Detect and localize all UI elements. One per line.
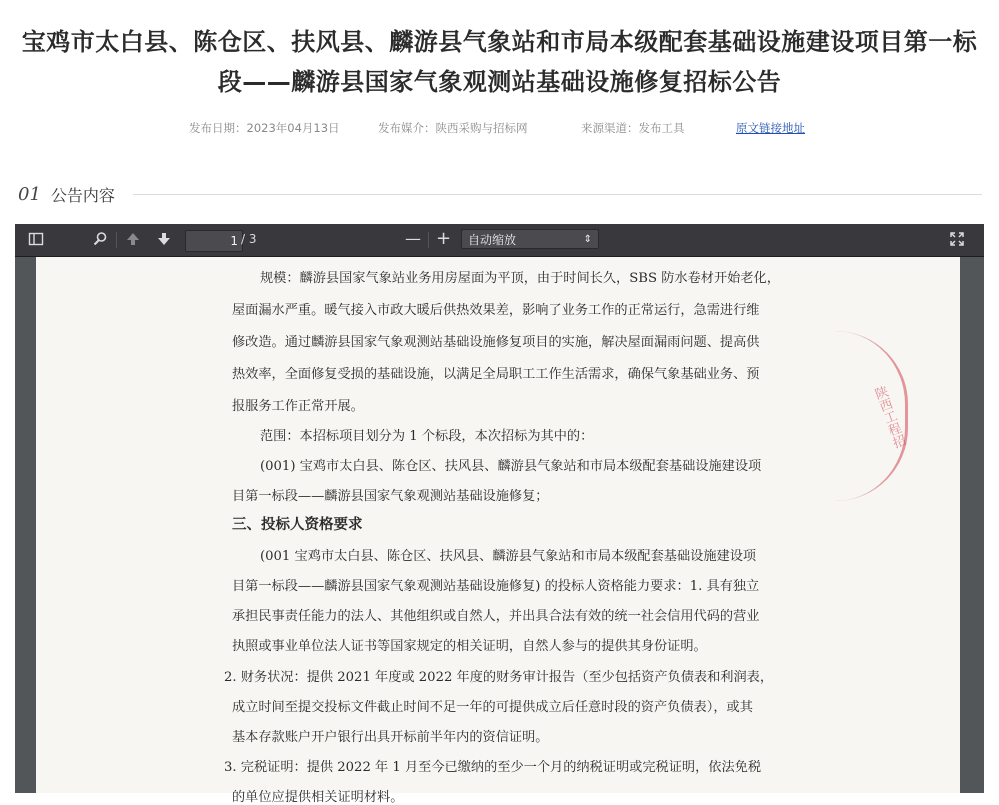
fullscreen-icon[interactable] xyxy=(949,231,965,251)
doc-line: 热效率，全面修复受损的基础设施，以满足全局职工工作生活需求，确保气象基础业务、预 xyxy=(232,367,760,382)
doc-line: 修改造。通过麟游县国家气象观测站基础设施修复项目的实施，解决屋面漏雨问题、提高供 xyxy=(232,335,760,350)
pdf-toolbar xyxy=(15,224,984,257)
doc-line: 目第一标段——麟游县国家气象观测站基础设施修复) 的投标人资格能力要求：1. 具有独立 xyxy=(232,579,760,594)
doc-line: 范围：本招标项目划分为 1 个标段，本次招标为其中的： xyxy=(260,429,594,444)
pdf-viewer xyxy=(15,224,984,805)
section-label: 公告内容 xyxy=(50,185,115,205)
doc-line: 3. 完税证明：提供 2022 年 1 月至今已缴纳的至少一个月的纳税证明或完税证明，依法免税 xyxy=(224,760,762,775)
publish-media: 发布媒介：陕西采购与招标网 xyxy=(378,121,528,135)
toolbar-divider xyxy=(428,232,429,248)
doc-line: 的单位应提供相关证明材料。 xyxy=(232,790,404,805)
article-title xyxy=(10,22,989,102)
original-link[interactable]: 原文链接地址 xyxy=(736,121,805,135)
section-number: 01 xyxy=(18,183,41,205)
search-icon[interactable] xyxy=(92,231,108,251)
section-header xyxy=(18,180,982,208)
doc-line: 基本存款账户开户银行出具开标前半年内的资信证明。 xyxy=(232,730,549,745)
doc-line: 屋面漏水严重。暖气接入市政大暖后供热效果差，影响了业务工作的正常运行，急需进行维 xyxy=(232,303,760,318)
next-page-icon[interactable] xyxy=(156,231,172,251)
doc-line: (001) 宝鸡市太白县、陈仓区、扶风县、麟游县气象站和市局本级配套基础设施建设项 xyxy=(260,459,762,474)
article-title-line1: 宝鸡市太白县、陈仓区、扶风县、麟游县气象站和市局本级配套基础设施建设项目第一标 xyxy=(21,28,978,56)
zoom-select-value: 自动缩放 xyxy=(468,233,517,247)
doc-line: 报服务工作正常开展。 xyxy=(232,399,364,414)
sidebar-toggle-icon[interactable] xyxy=(28,231,44,251)
page-number-input[interactable] xyxy=(185,230,243,252)
doc-line: 2. 财务状况：提供 2021 年度或 2022 年度的财务审计报告（至少包括资产负债表和利润表， xyxy=(224,670,774,685)
pdf-page xyxy=(36,257,960,805)
doc-line: 规模：麟游县国家气象站业务用房屋面为平顶，由于时间长久，SBS 防水卷材开始老化， xyxy=(260,271,780,286)
article-title-line2: 段——麟游县国家气象观测站基础设施修复招标公告 xyxy=(217,68,782,96)
section-divider xyxy=(133,194,982,195)
publish-date: 发布日期：2023年04月13日 xyxy=(189,121,340,135)
doc-line: 目第一标段——麟游县国家气象观测站基础设施修复； xyxy=(232,489,549,504)
page-count: / 3 xyxy=(241,232,257,246)
doc-line: 执照或事业单位法人证书等国家规定的相关证明，自然人参与的提供其身份证明。 xyxy=(232,639,707,654)
toolbar-divider xyxy=(116,232,117,248)
doc-line: 承担民事责任能力的法人、其他组织或自然人，并出具合法有效的统一社会信用代码的营业 xyxy=(232,609,760,624)
previous-page-icon[interactable] xyxy=(125,231,141,251)
zoom-in-icon[interactable]: + xyxy=(436,228,452,249)
zoom-out-icon[interactable]: — xyxy=(405,229,421,248)
zoom-select[interactable] xyxy=(461,229,599,249)
doc-line: 成立时间至提交投标文件截止时间不足一年的可提供成立后任意时段的资产负债表），或其 xyxy=(232,700,753,715)
seal-text: 陕西工程招 xyxy=(870,384,907,451)
doc-heading: 三、投标人资格要求 xyxy=(232,517,363,533)
chevron-updown-icon: ⇕ xyxy=(583,234,592,245)
source-channel: 来源渠道：发布工具 xyxy=(581,121,685,135)
doc-line: (001 宝鸡市太白县、陈仓区、扶风县、麟游县气象站和市局本级配套基础设施建设项 xyxy=(260,549,757,564)
